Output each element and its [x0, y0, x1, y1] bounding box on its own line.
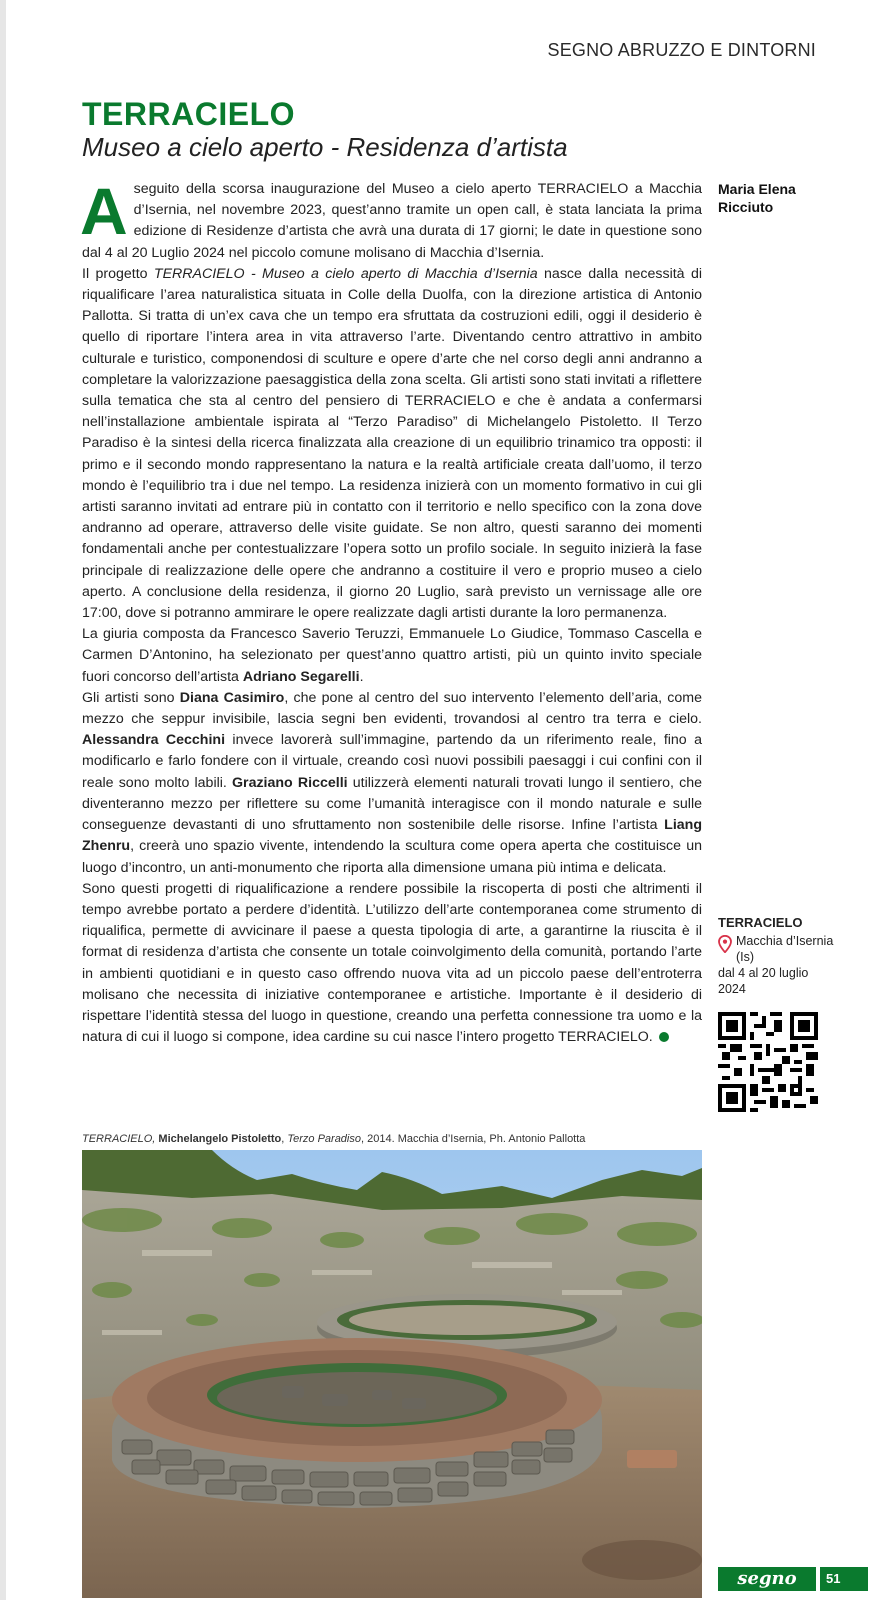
event-title: TERRACIELO — [718, 915, 803, 930]
section-header: SEGNO ABRUZZO E DINTORNI — [547, 40, 816, 60]
event-dates: dal 4 al 20 luglio 2024 — [718, 966, 809, 996]
installation-photo — [82, 1150, 702, 1598]
location-pin-icon — [718, 935, 732, 953]
paragraph-5: Sono questi progetti di riqualificazione a rendere possibile la riscoperta di posti che altrimenti il tempo avrebbe portato a perdere d’identità. L’utilizzo dell’arte contemporanea come strumento di riqualifica, permette di avvicinare il paese a questa tipologia di arte, a garantirne la riuscita è il format di residenza d’artista che consente un totale coinvolgimento della comunità, portando l’arte in ambienti quotidiani e in questo caso offrendo nuova vita ad un piccolo paese dell’entroterra molisano che necessita di iniziative contemporanee e artistiche. Importante è il desiderio di rispettare l’identità stessa del luogo in questione, creando una perfetta connessione tra uomo e la natura di cui il luogo si compone, idea cardine su cui nasce l’intero progetto TERRACIELO. — [82, 880, 702, 1046]
article-subtitle: Museo a cielo aperto - Residenza d’artista — [82, 132, 568, 162]
article-title: TERRACIELO — [82, 96, 295, 132]
article-body — [80, 174, 702, 1048]
paragraph-2: Il progetto TERRACIELO - Museo a cielo aperto di Macchia d’Isernia nasce dalla necessità di riqualificare l’area naturalistica situata in Colle della Duolfa, con la direzione artistica di Antonio Pallotta. Si tratta di un’ex cava che un tempo era sfruttata da costruzioni edili, oggi il desiderio è quello di riportare l’intera area in vita attraverso l’arte. Diventando centro attrattivo in ambito culturale e turistico, componendosi di sculture e opere d’arte che nel corso degli anni andranno a completare la valorizzazione paesaggistica della zona scelta. Gli artisti sono stati invitati a riflettere sulla tematica che sta al centro del pensiero di TERRACIELO e che è andata a confermarsi nell’installazione ambientale ispirata al “Terzo Paradiso” di Michelangelo Pistoletto. Il Terzo Paradiso è la sintesi della ricerca finalizzata alla creazione di un equilibrio trinamico tra opposti: il primo e il secondo mondo rappresentano la natura e la realtà artificiale creata dall’uomo, il terzo mondo è l’equilibrio tra i due nel tempo. La residenza inizierà con un momento formativo in cui gli artisti saranno invitati ad entrare più in contatto con il territorio e nello specifico con la zona dove andranno ad operare, attraverso delle visite guidate. Se non altro, questi saranno dei momenti fondamentali anche per contestualizzare l’opera sotto un profilo sociale. In seguito inizierà la fase principale di realizzazione delle opere che andranno a costituire il vero e proprio museo a cielo aperto. A conclusione della residenza, il giorno 20 Luglio, sarà previsto un vernissage alle ore 17:00, dove si potranno ammirare le opere realizzate dagli artisti durante la loro permanenza. — [82, 265, 702, 622]
paragraph-3: La giuria composta da Francesco Saverio Teruzzi, Emmanuele Lo Giudice, Tommaso Cascella e Carmen D’Antonino, ha selezionato per quest’anno quattro artisti, più un quinto invito speciale fuori concorso dell’artista Adriano Segarelli. — [82, 626, 702, 685]
drop-cap: A — [80, 174, 128, 248]
photo-caption: TERRACIELO, Michelangelo Pistoletto, Terzo Paradiso, 2014. Macchia d’Isernia, Ph. Antonio Pallotta — [82, 1133, 586, 1145]
qr-code-icon[interactable] — [718, 1012, 818, 1112]
page-number: 51 — [820, 1567, 868, 1591]
end-mark-icon — [659, 1032, 669, 1042]
paragraph-4: Gli artisti sono Diana Casimiro, che pone al centro del suo intervento l’elemento dell’aria, come mezzo che seppur invisibile, lascia segni ben evidenti, trovandosi al centro tra terra e cielo. Alessandra Cecchini invece lavorerà sull’immagine, partendo da un riferimento reale, fino a modificarlo e farlo fondere con il virtuale, creando così nuovi possibili paesaggi i cui confini con il reale sono molto labili. Graziano Riccelli utilizzerà elementi naturali trovati lungo il sentiero, che diventeranno mezzo per riflettere su come l’umanità interagisce con il mondo naturale e sulle conseguenze devastanti di uno sfruttamento non sostenibile delle risorse. Infine l’artista Liang Zhenru, creerà uno spazio vivente, intendendo la scultura come opera aperta che costituisce un luogo d’incontro, un anti-monumento che riporta alla dimensione umana più intima e delicata. — [82, 689, 702, 876]
paragraph-1: Aseguito della scorsa inaugurazione del Museo a cielo aperto TERRACIELO a Macchia d’Isernia, nel novembre 2023, quest’anno tramite un open call, è stata lanciata la prima edizione di Residenze d’artista che avrà una durata di 17 giorni; le date in questione sono dal 4 al 20 Luglio 2024 nel piccolo comune molisano di Macchia d’Isernia. — [80, 174, 702, 261]
event-location: Macchia d’Isernia (Is) — [718, 933, 838, 965]
brand-logo: segno — [718, 1567, 816, 1591]
event-info — [718, 915, 838, 997]
author-name: Maria Elena Ricciuto — [718, 181, 796, 215]
